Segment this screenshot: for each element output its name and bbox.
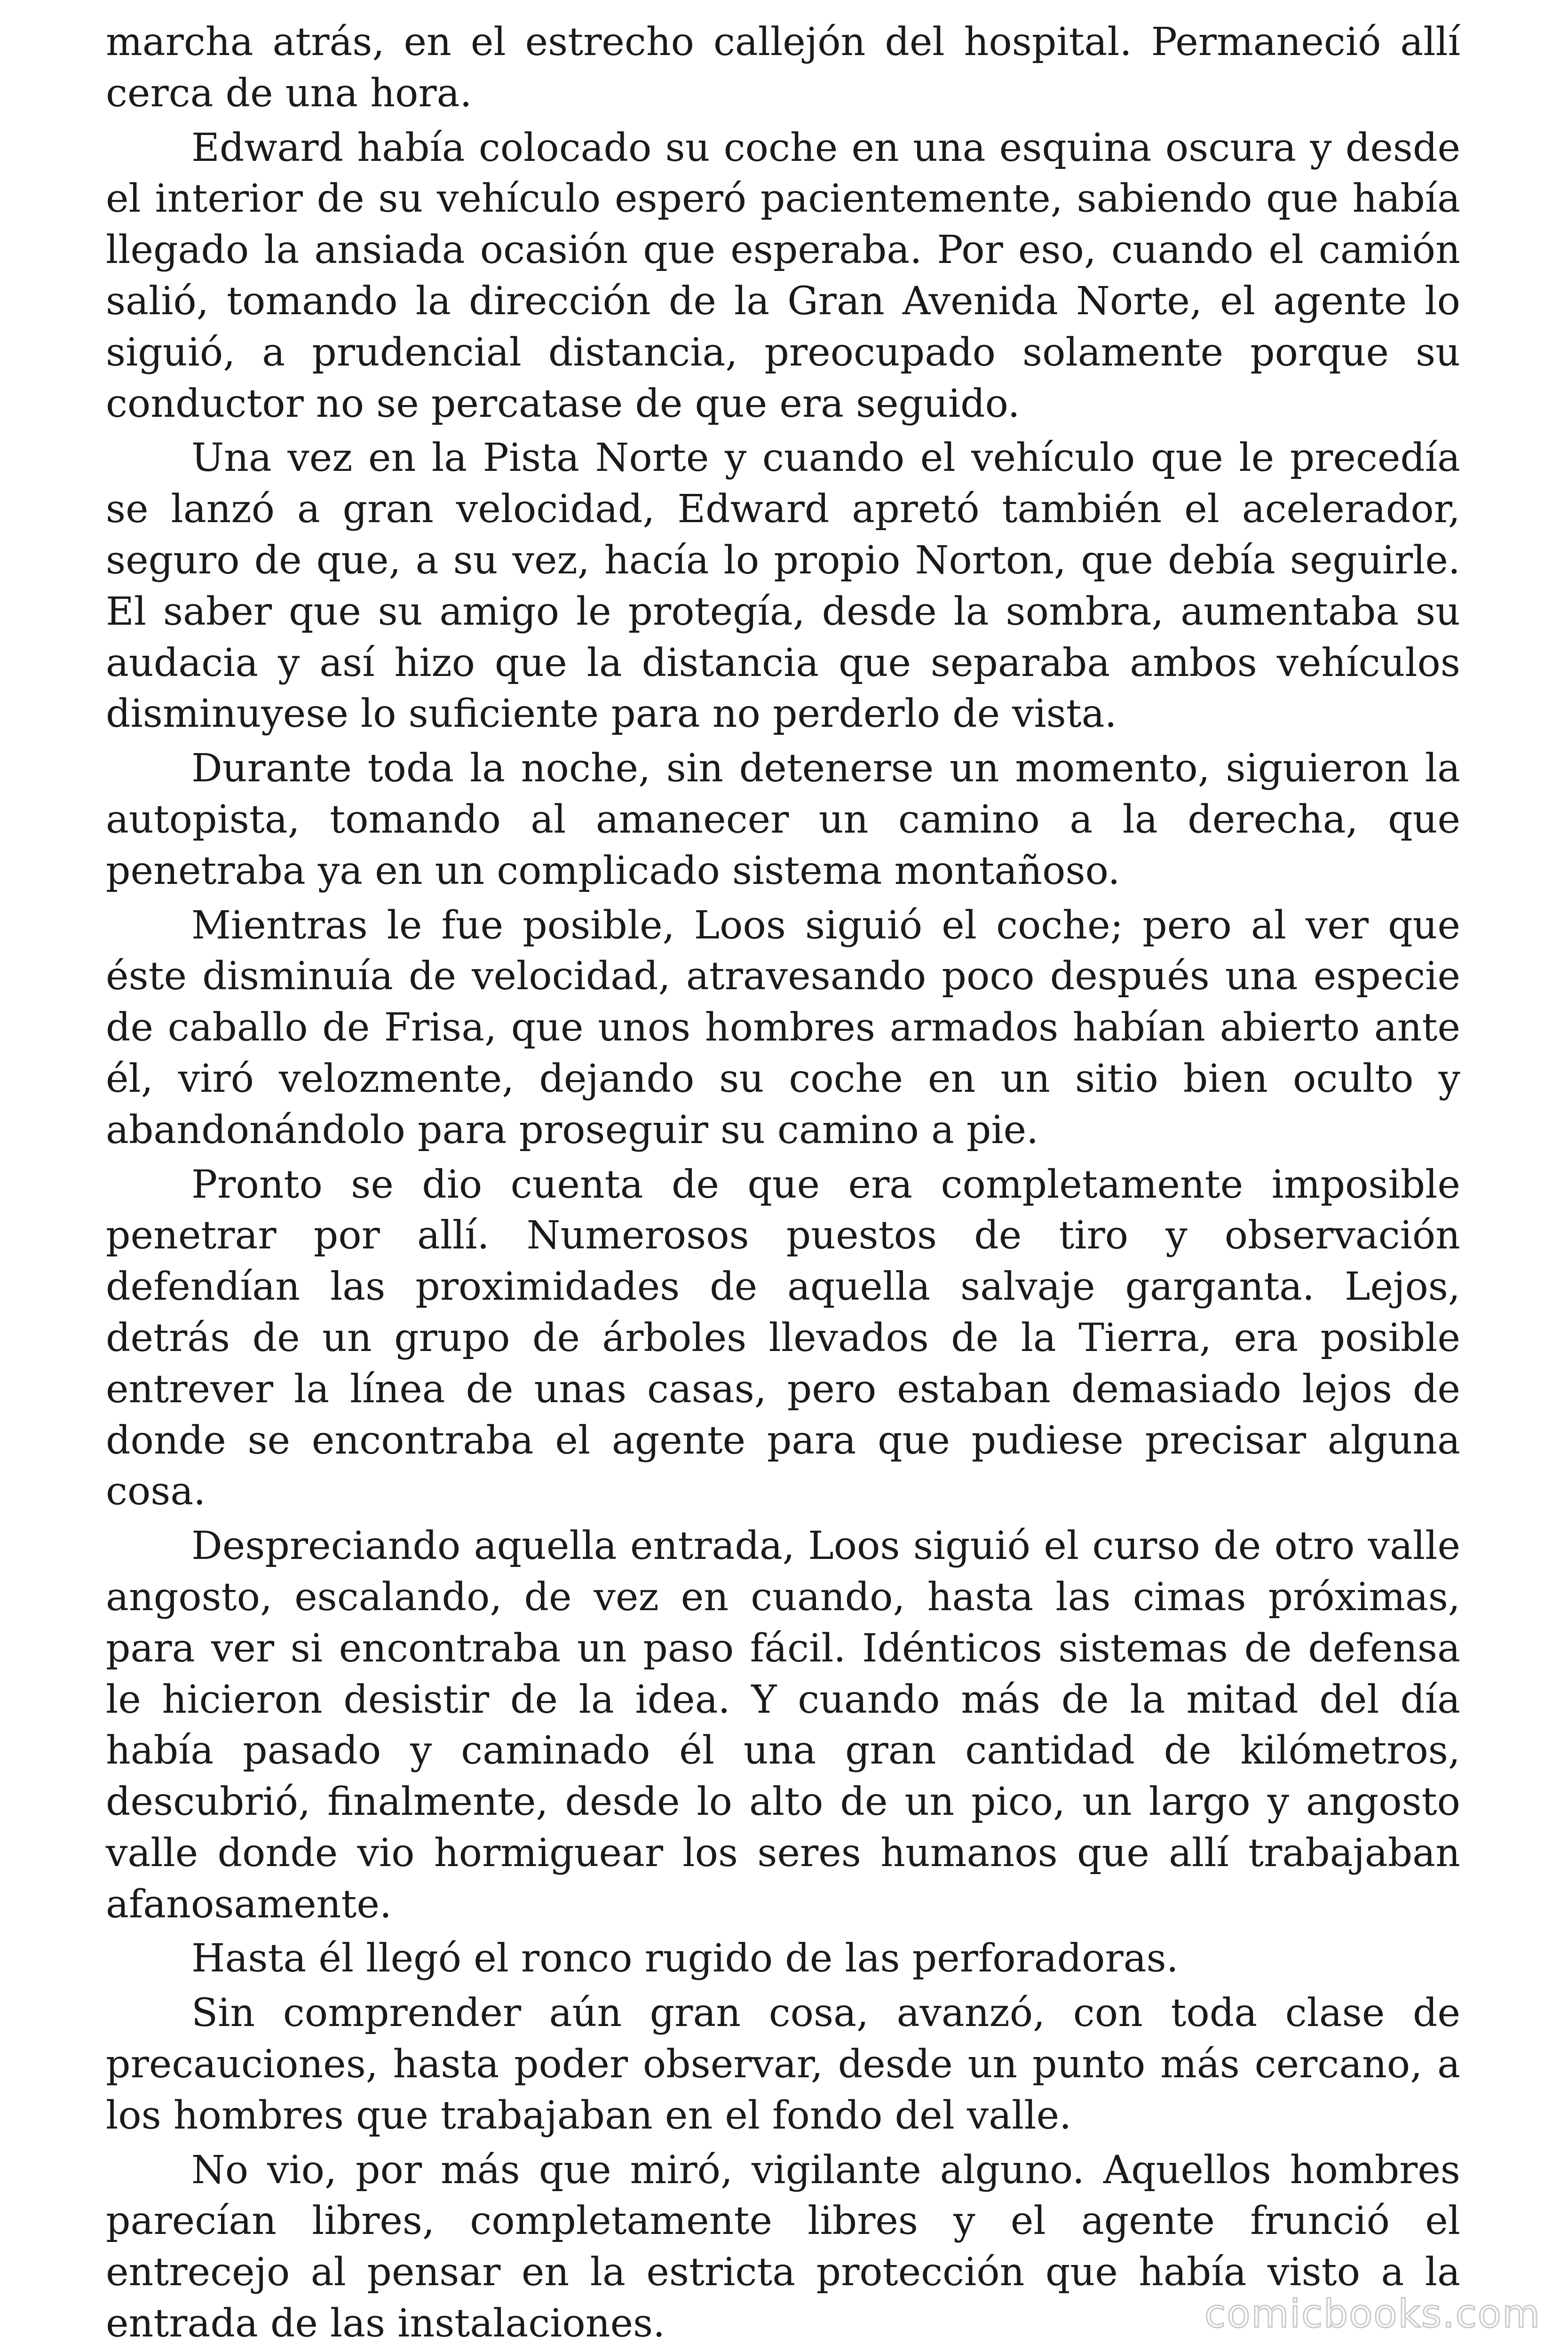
paragraph: Mientras le fue posible, Loos siguió el coche; pero al ver que éste disminuía de velocidad, atravesando poco después una especie de caballo de Frisa, que unos hombres armados habían abierto ante él, viró velozmente, dejando su coche en un sitio bien oculto y abandonándolo para proseguir su camino a pie. — [106, 903, 1460, 1152]
paragraph: No vio, por más que miró, vigilante alguno. Aquellos hombres parecían libres, completamente libres y el agente frunció el entrecejo al pensar en la estricta protección que había visto a la entrada de las instalaciones. — [106, 2147, 1460, 2346]
paragraph: Pronto se dio cuenta de que era completamente imposible penetrar por allí. Numerosos puestos de tiro y observación defendían las proximidades de aquella salvaje garganta. Lejos, detrás de un grupo de árboles llevados de la Tierra, era posible entrever la línea de unas casas, pero estaban demasiado lejos de donde se encontraba el agente para que pudiese precisar alguna cosa. — [106, 1162, 1460, 1514]
paragraph: Sin comprender aún gran cosa, avanzó, con toda clase de precauciones, hasta poder observar, desde un punto más cercano, a los hombres que trabajaban en el fondo del valle. — [106, 1991, 1460, 2138]
paragraph-continuation: marcha atrás, en el estrecho callejón del hospital. Permaneció allí cerca de una hora. — [106, 20, 1460, 116]
paragraph: Edward había colocado su coche en una esquina oscura y desde el interior de su vehículo esperó pacientemente, sabiendo que había llegado la ansiada ocasión que esperaba. Por eso, cuando el camión salió, tomando la dirección de la Gran Avenida Norte, el agente lo siguió, a prudencial distancia, preocupado solamente porque su conductor no se percatase de que era seguido. — [106, 125, 1460, 426]
watermark: comicbooks.com — [1204, 2292, 1541, 2336]
paragraph: Durante toda la noche, sin detenerse un momento, siguieron la autopista, tomando al amanecer un camino a la derecha, que penetraba ya en un complicado sistema montañoso. — [106, 746, 1460, 893]
paragraph: Una vez en la Pista Norte y cuando el vehículo que le precedía se lanzó a gran velocidad, Edward apretó también el acelerador, seguro de que, a su vez, hacía lo propio Norton, que debía seguirle. El saber que su amigo le protegía, desde la sombra, aumentaba su audacia y así hizo que la distancia que separaba ambos vehículos disminuyese lo suficiente para no perderlo de vista. — [106, 436, 1460, 737]
paragraph: Despreciando aquella entrada, Loos siguió el curso de otro valle angosto, escalando, de vez en cuando, hasta las cimas próximas, para ver si encontraba un paso fácil. Idénticos sistemas de defensa le hicieron desistir de la idea. Y cuando más de la mitad del día había pasado y caminado él una gran cantidad de kilómetros, descubrió, finalmente, desde lo alto de un pico, un largo y angosto valle donde vio hormiguear los seres humanos que allí trabajaban afanosamente. — [106, 1524, 1460, 1927]
paragraph: Hasta él llegó el ronco rugido de las perforadoras. — [191, 1936, 1179, 1981]
